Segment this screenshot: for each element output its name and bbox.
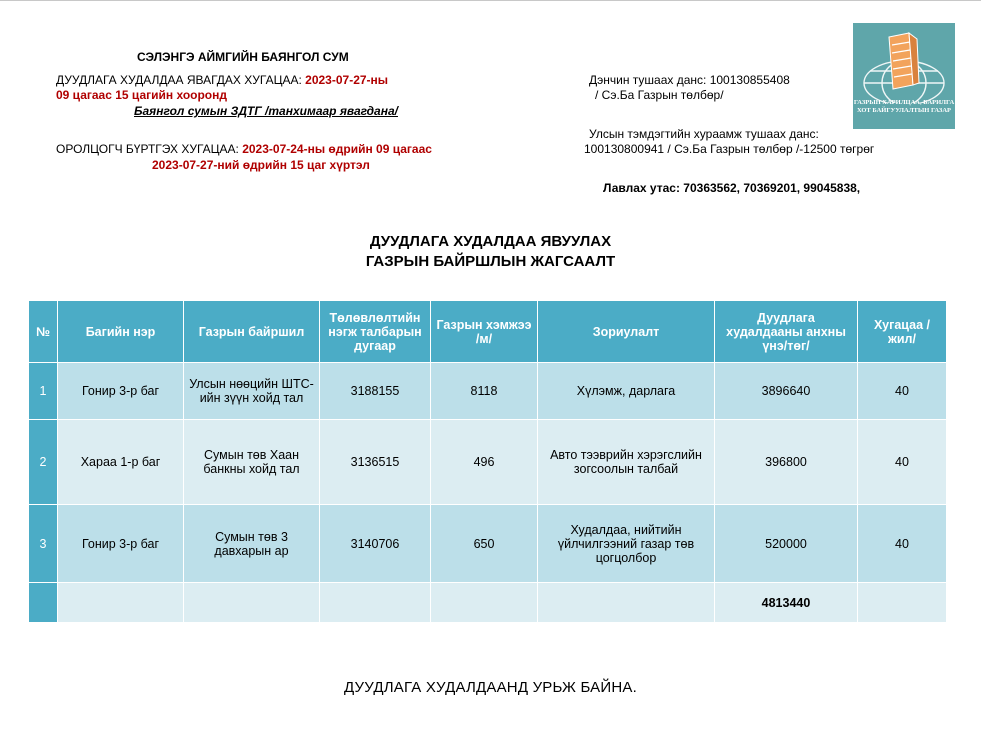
- col-header-size: Газрын хэмжээ /м/: [431, 301, 538, 363]
- bag-name: Гонир 3-р баг: [58, 363, 184, 420]
- parcel-number: 3136515: [320, 420, 431, 505]
- land-location: Сумын төв Хаан банкны хойд тал: [184, 420, 320, 505]
- auction-period-time: 09 цагаас 15 цагийн хооронд: [56, 88, 228, 102]
- term-years: 40: [858, 420, 947, 505]
- table-total-row: [29, 583, 947, 623]
- page-subtitle: ГАЗРЫН БАЙРШЛЫН ЖАГСААЛТ: [365, 253, 616, 270]
- starting-price: 520000: [715, 505, 858, 583]
- phone-numbers: Лавлах утас: 70363562, 70369201, 99045838,: [603, 181, 861, 195]
- land-purpose: Авто тээврийн хэрэгслийн зогсоолын талбай: [538, 420, 715, 505]
- deposit-account-note: / Сэ.Ба Газрын төлбөр/: [595, 88, 724, 102]
- stamp-fee-label: Улсын тэмдэгтийн хураамж тушаах данс:: [589, 127, 819, 141]
- table-header-row: [29, 301, 947, 363]
- starting-price: 3896640: [715, 363, 858, 420]
- parcel-number: 3188155: [320, 363, 431, 420]
- term-years: 40: [858, 505, 947, 583]
- bag-name: Гонир 3-р баг: [58, 505, 184, 583]
- total-price: 4813440: [715, 583, 858, 623]
- table-row: [29, 363, 947, 420]
- registration-period: [56, 142, 432, 156]
- auction-period-label: ДУУДЛАГА ХУДАЛДАА ЯВАГДАХ ХУГАЦАА:: [56, 73, 306, 87]
- col-header-location: Газрын байршил: [184, 301, 320, 363]
- term-years: 40: [858, 363, 947, 420]
- land-purpose: Худалдаа, нийтийн үйлчилгээний газар төв цогцолбор: [538, 505, 715, 583]
- top-divider: [0, 0, 981, 1]
- table-row: [29, 505, 947, 583]
- col-header-price: Дуудлага худалдааны анхны үнэ/төг/: [715, 301, 858, 363]
- logo-caption: ГАЗРЫН ХАРИЛЦАА, БАРИЛГА ХОТ БАЙГУУЛАЛТЫН ГАЗАР: [853, 99, 955, 114]
- agency-logo: [853, 23, 955, 129]
- building-globe-icon: [853, 23, 955, 103]
- land-location: Сумын төв 3 давхарын ар: [184, 505, 320, 583]
- starting-price: 396800: [715, 420, 858, 505]
- row-number: 2: [29, 420, 58, 505]
- col-header-parcel: Төлөвлөлтийн нэгж талбарын дугаар: [320, 301, 431, 363]
- row-number: 1: [29, 363, 58, 420]
- col-header-bag: Багийн нэр: [58, 301, 184, 363]
- col-header-no: №: [29, 301, 58, 363]
- land-location: Улсын нөөцийн ШТС-ийн зүүн хойд тал: [184, 363, 320, 420]
- land-size: 650: [431, 505, 538, 583]
- col-header-term: Хугацаа /жил/: [858, 301, 947, 363]
- org-title: СЭЛЭНГЭ АЙМГИЙН БАЯНГОЛ СУМ: [137, 50, 349, 64]
- deposit-account: Дэнчин тушаах данс: 100130855408: [589, 73, 790, 87]
- registration-from: 2023-07-24-ны өдрийн 09 цагаас: [242, 142, 432, 156]
- auction-period: [56, 73, 388, 87]
- registration-to: 2023-07-27-ний өдрийн 15 цаг хүртэл: [152, 158, 370, 172]
- auction-place: Баянгол сумын ЗДТГ /танхимаар явагдана/: [134, 104, 398, 118]
- land-size: 8118: [431, 363, 538, 420]
- page-title: ДУУДЛАГА ХУДАЛДАА ЯВУУЛАХ: [369, 233, 612, 250]
- row-number: 3: [29, 505, 58, 583]
- land-size: 496: [431, 420, 538, 505]
- bag-name: Хараа 1-р баг: [58, 420, 184, 505]
- table-row: [29, 420, 947, 505]
- registration-label: ОРОЛЦОГЧ БҮРТГЭХ ХУГАЦАА:: [56, 142, 243, 156]
- parcel-number: 3140706: [320, 505, 431, 583]
- land-purpose: Хүлэмж, дарлага: [538, 363, 715, 420]
- invitation-footer: ДУУДЛАГА ХУДАЛДААНД УРЬЖ БАЙНА.: [344, 679, 637, 696]
- auction-period-date: 2023-07-27-ны: [305, 73, 389, 87]
- land-list-table: [28, 300, 947, 623]
- col-header-purpose: Зориулалт: [538, 301, 715, 363]
- stamp-fee-account: 100130800941 / Сэ.Ба Газрын төлбөр /-12500 төгрөг: [584, 142, 875, 156]
